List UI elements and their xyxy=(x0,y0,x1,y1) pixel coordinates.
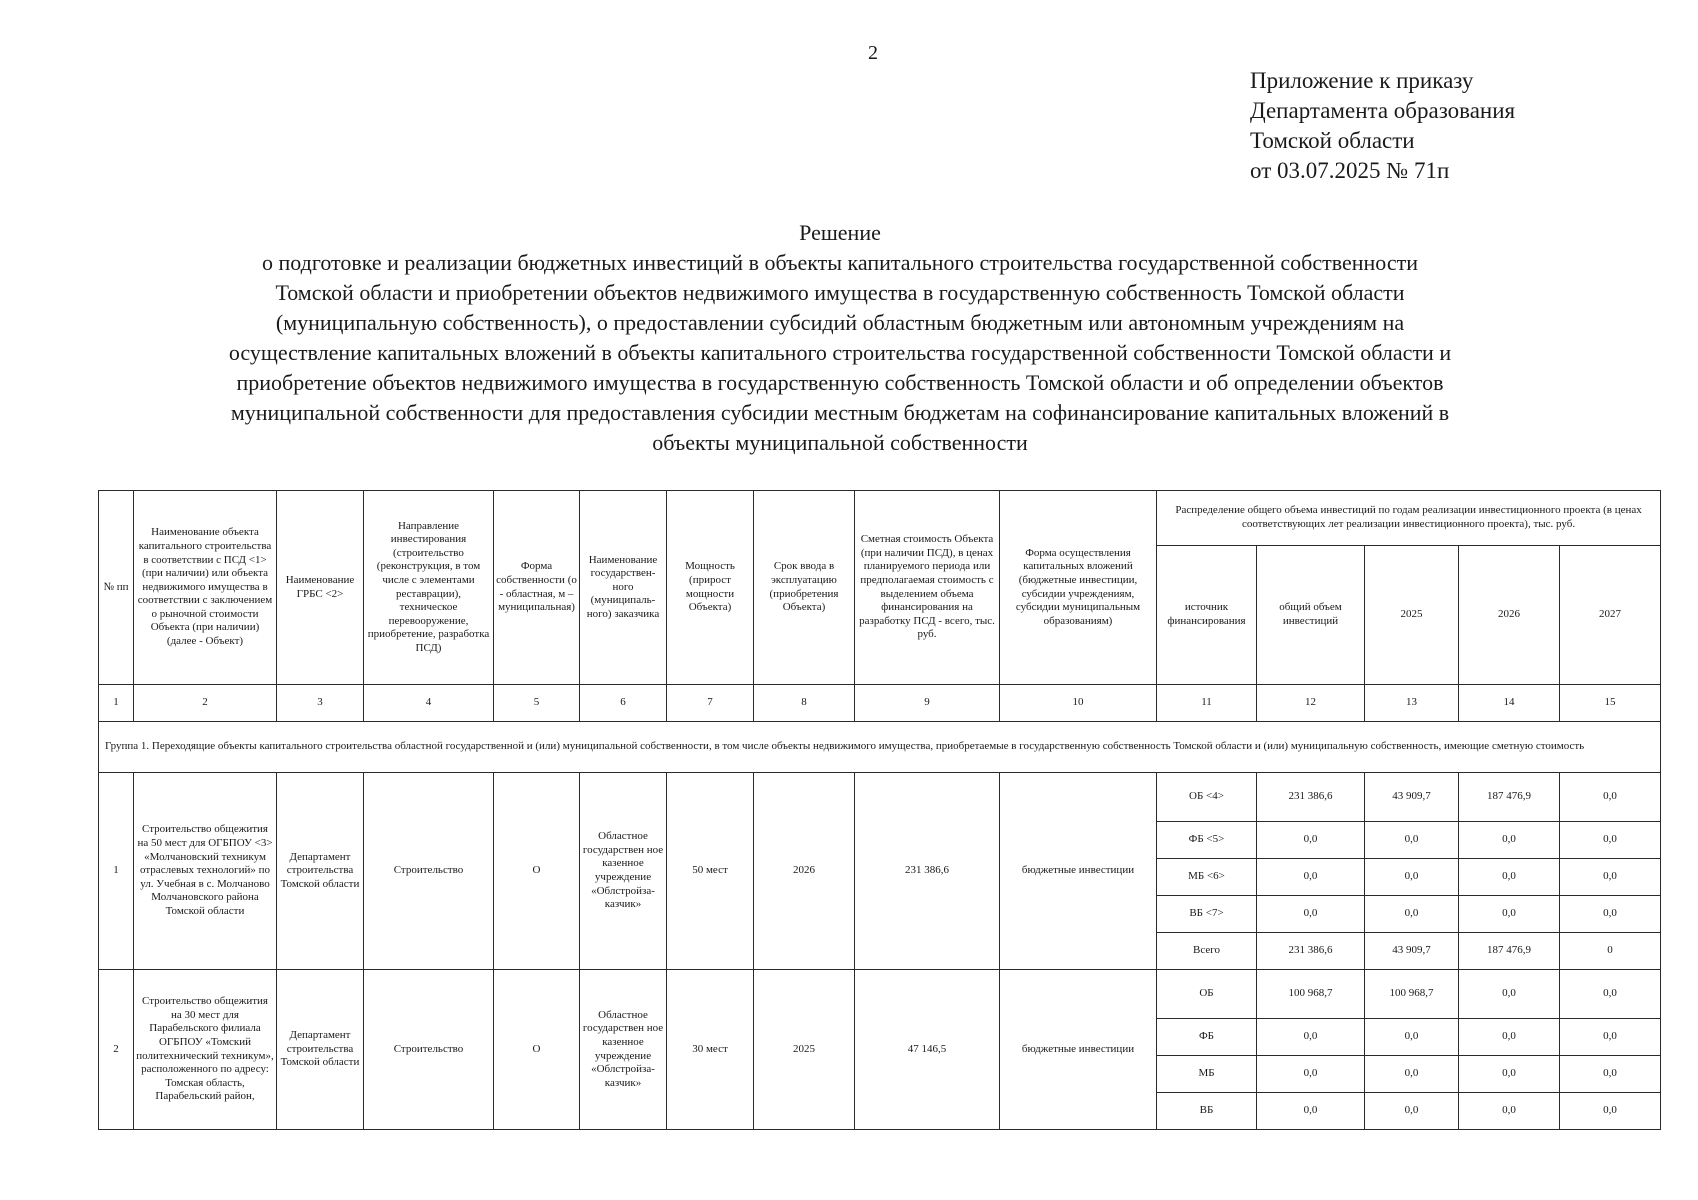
amount-2027: 0,0 xyxy=(1560,1093,1661,1130)
title-heading: Решение xyxy=(799,220,881,245)
amount-2026: 0,0 xyxy=(1459,970,1560,1019)
total-investment: 0,0 xyxy=(1257,822,1365,859)
investment-direction: Строительство xyxy=(364,970,494,1130)
amount-2027: 0,0 xyxy=(1560,970,1661,1019)
amount-2027: 0,0 xyxy=(1560,1019,1661,1056)
row-number: 2 xyxy=(99,970,134,1130)
header-cell: 2026 xyxy=(1459,546,1560,685)
header-cell: Наименование ГРБС <2> xyxy=(277,491,364,685)
object-name: Строительство общежития на 30 мест для Парабельского филиала ОГБПОУ «Томский политехнический техникум», расположенного по адресу: Томская область, Парабельский район, xyxy=(134,970,277,1130)
customer-name: Областное государствен ное казенное учреждение «Облстройза-казчик» xyxy=(580,773,667,970)
appendix-line: Департамента образования xyxy=(1250,98,1516,123)
funding-source-total: Всего xyxy=(1157,933,1257,970)
total-investment: 0,0 xyxy=(1257,1093,1365,1130)
amount-2025: 0,0 xyxy=(1365,1019,1459,1056)
title-line: приобретение объектов недвижимого имущества в государственную собственность Томской области и об определении объектов xyxy=(236,370,1444,395)
header-cell: общий объем инвестиций xyxy=(1257,546,1365,685)
column-number: 4 xyxy=(364,685,494,722)
amount-2025: 0,0 xyxy=(1365,896,1459,933)
title-line: (муниципальную собственность), о предоставлении субсидий областным бюджетным или автономным учреждениям на xyxy=(275,310,1405,335)
column-number: 7 xyxy=(667,685,754,722)
column-number: 15 xyxy=(1560,685,1661,722)
total-investment: 0,0 xyxy=(1257,859,1365,896)
header-cell: Сметная стоимость Объекта (при наличии ПСД), в ценах планируемого периода или предполагаемая стоимость с выделением объема финансирования на разработку ПСД - всего, тыс. руб. xyxy=(855,491,1000,685)
customer-name: Областное государствен ное казенное учреждение «Облстройза-казчик» xyxy=(580,970,667,1130)
amount-2026: 0,0 xyxy=(1459,1019,1560,1056)
funding-source: ВБ <7> xyxy=(1157,896,1257,933)
total-investment: 100 968,7 xyxy=(1257,970,1365,1019)
object-name: Строительство общежития на 50 мест для ОГБПОУ <3> «Молчановский техникум отраслевых технологий» по ул. Учебная в с. Молчаново Молчановского района Томской области xyxy=(134,773,277,970)
table-row xyxy=(99,970,1661,1019)
header-cell: Форма собственности (о - областная, м – муниципальная) xyxy=(494,491,580,685)
header-group-cell: Распределение общего объема инвестиций по годам реализации инвестиционного проекта (в ценах соответствующих лет реализации инвестиционного проекта), тыс. руб. xyxy=(1157,491,1661,546)
appendix-date-line: от 03.07.2025 № 71п xyxy=(1250,158,1450,183)
column-number: 12 xyxy=(1257,685,1365,722)
column-number: 14 xyxy=(1459,685,1560,722)
investment-table xyxy=(98,490,1661,1130)
amount-2027: 0,0 xyxy=(1560,1056,1661,1093)
amount-2027: 0,0 xyxy=(1560,822,1661,859)
funding-source: ВБ xyxy=(1157,1093,1257,1130)
amount-2026: 0,0 xyxy=(1459,896,1560,933)
amount-2026: 0,0 xyxy=(1459,822,1560,859)
grbs-name: Департамент строительства Томской области xyxy=(277,773,364,970)
funding-source: МБ xyxy=(1157,1056,1257,1093)
capacity: 50 мест xyxy=(667,773,754,970)
column-number: 1 xyxy=(99,685,134,722)
title-line: объекты муниципальной собственности xyxy=(652,430,1028,455)
investment-direction: Строительство xyxy=(364,773,494,970)
column-number: 10 xyxy=(1000,685,1157,722)
investment-form: бюджетные инвестиции xyxy=(1000,773,1157,970)
column-number: 3 xyxy=(277,685,364,722)
commissioning-term: 2026 xyxy=(754,773,855,970)
total-investment: 231 386,6 xyxy=(1257,933,1365,970)
amount-2025: 43 909,7 xyxy=(1365,933,1459,970)
group-label: Группа 1. Переходящие объекты капитального строительства областной государственной и (или) муниципальной собственности, в том числе объекты недвижимого имущества, приобретаемые в государственную собственность Томской области и (или) муниципальную собственность, имеющие сметную стоимость xyxy=(99,722,1661,773)
amount-2025: 0,0 xyxy=(1365,1056,1459,1093)
amount-2027: 0,0 xyxy=(1560,859,1661,896)
column-number: 5 xyxy=(494,685,580,722)
header-cell: 2025 xyxy=(1365,546,1459,685)
appendix-line: Приложение к приказу xyxy=(1250,68,1474,93)
title-line: Томской области и приобретении объектов недвижимого имущества в государственную собственность Томской области xyxy=(275,280,1405,305)
header-cell: 2027 xyxy=(1560,546,1661,685)
title-line: осуществление капитальных вложений в объекты капитального строительства государственной собственности Томской области и xyxy=(228,340,1452,365)
table-row xyxy=(99,773,1661,822)
ownership-form: О xyxy=(494,773,580,970)
appendix-header xyxy=(1250,66,1515,186)
column-number: 11 xyxy=(1157,685,1257,722)
page-number: 2 xyxy=(868,42,878,64)
document-title xyxy=(140,218,1540,458)
table-header-row xyxy=(99,491,1661,546)
investment-form: бюджетные инвестиции xyxy=(1000,970,1157,1130)
amount-2025: 0,0 xyxy=(1365,822,1459,859)
column-number-row xyxy=(99,685,1661,722)
amount-2025: 100 968,7 xyxy=(1365,970,1459,1019)
total-investment: 0,0 xyxy=(1257,1056,1365,1093)
header-cell: Наименование объекта капитального строительства в соответствии с ПСД <1> (при наличии) или объекта недвижимого имущества в соответствии с заключением о рыночной стоимости Объекта (при наличии) (далее - Объект) xyxy=(134,491,277,685)
header-cell: источник финансирования xyxy=(1157,546,1257,685)
appendix-line: Томской области xyxy=(1250,128,1415,153)
estimated-cost: 47 146,5 xyxy=(855,970,1000,1130)
title-line: о подготовке и реализации бюджетных инвестиций в объекты капитального строительства государственной собственности xyxy=(262,250,1418,275)
estimated-cost: 231 386,6 xyxy=(855,773,1000,970)
funding-source: МБ <6> xyxy=(1157,859,1257,896)
amount-2025: 0,0 xyxy=(1365,1093,1459,1130)
amount-2026: 187 476,9 xyxy=(1459,933,1560,970)
column-number: 9 xyxy=(855,685,1000,722)
total-investment: 231 386,6 xyxy=(1257,773,1365,822)
header-cell: Мощность (прирост мощности Объекта) xyxy=(667,491,754,685)
total-investment: 0,0 xyxy=(1257,896,1365,933)
amount-2026: 0,0 xyxy=(1459,1056,1560,1093)
group-row xyxy=(99,722,1661,773)
grbs-name: Департамент строительства Томской области xyxy=(277,970,364,1130)
row-number: 1 xyxy=(99,773,134,970)
funding-source: ОБ xyxy=(1157,970,1257,1019)
title-line: муниципальной собственности для предоставления субсидии местным бюджетам на софинансирование капитальных вложений в xyxy=(230,400,1450,425)
funding-source: ФБ xyxy=(1157,1019,1257,1056)
amount-2026: 0,0 xyxy=(1459,1093,1560,1130)
funding-source: ФБ <5> xyxy=(1157,822,1257,859)
header-cell: Форма осуществления капитальных вложений (бюджетные инвестиции, субсидии учреждениям, субсидии муниципальным образованиям) xyxy=(1000,491,1157,685)
header-cell: Наименование государствен-ного (муниципаль-ного) заказчика xyxy=(580,491,667,685)
amount-2025: 43 909,7 xyxy=(1365,773,1459,822)
amount-2027: 0 xyxy=(1560,933,1661,970)
header-cell: Срок ввода в эксплуатацию (приобретения Объекта) xyxy=(754,491,855,685)
amount-2025: 0,0 xyxy=(1365,859,1459,896)
amount-2026: 0,0 xyxy=(1459,859,1560,896)
header-cell: № пп xyxy=(99,491,134,685)
total-investment: 0,0 xyxy=(1257,1019,1365,1056)
column-number: 2 xyxy=(134,685,277,722)
column-number: 13 xyxy=(1365,685,1459,722)
amount-2026: 187 476,9 xyxy=(1459,773,1560,822)
capacity: 30 мест xyxy=(667,970,754,1130)
amount-2027: 0,0 xyxy=(1560,896,1661,933)
column-number: 8 xyxy=(754,685,855,722)
ownership-form: О xyxy=(494,970,580,1130)
commissioning-term: 2025 xyxy=(754,970,855,1130)
header-cell: Направление инвестирования (строительство (реконструкция, в том числе с элементами реставрации), техническое перевооружение, приобретение, разработка ПСД) xyxy=(364,491,494,685)
funding-source: ОБ <4> xyxy=(1157,773,1257,822)
column-number: 6 xyxy=(580,685,667,722)
amount-2027: 0,0 xyxy=(1560,773,1661,822)
